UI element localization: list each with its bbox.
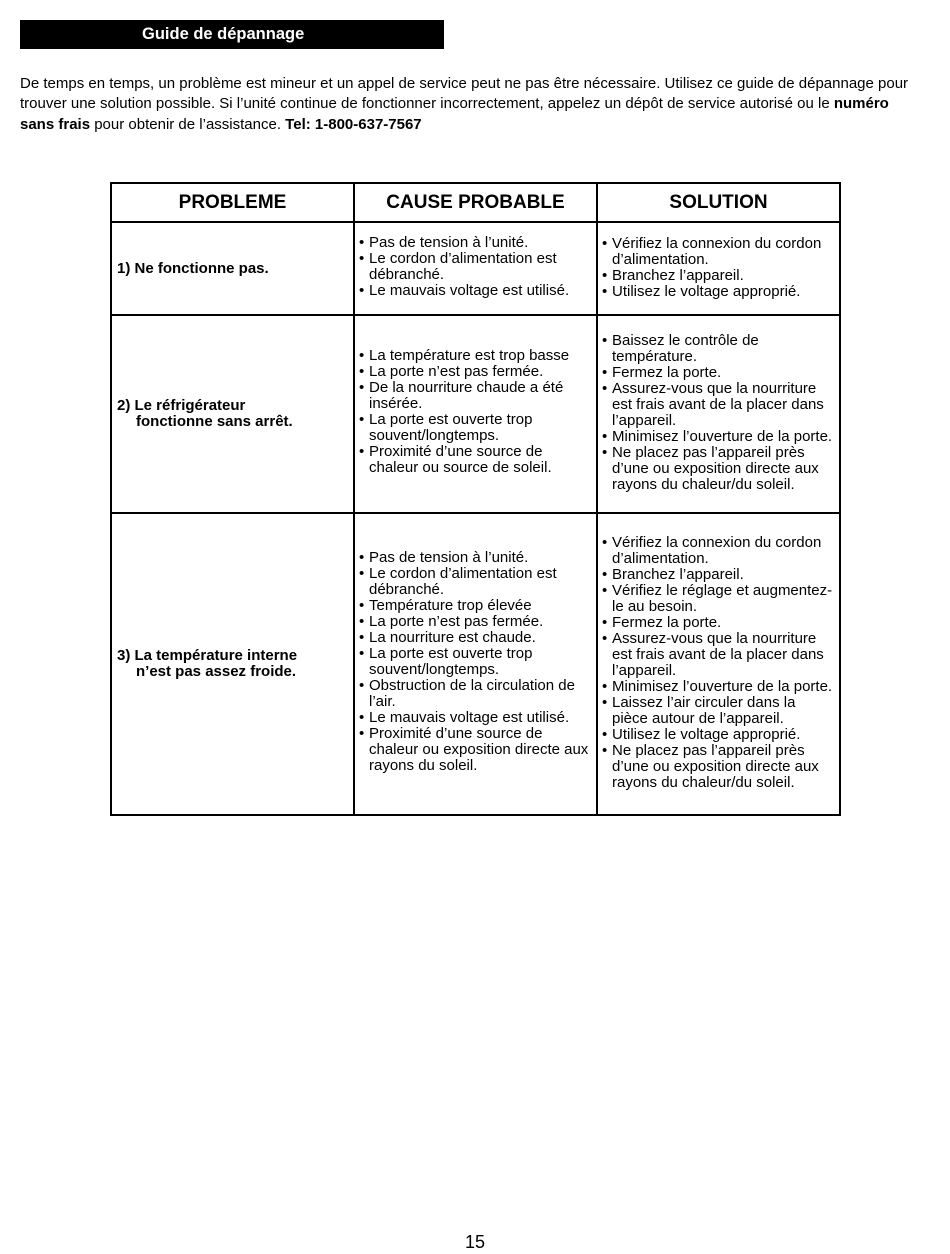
solution-item: • Vérifiez le réglage et augmentez-le au besoin. [602,583,835,615]
solution-item: • Fermez la porte. [602,365,835,381]
cause-item: • Pas de tension à l’unité. [359,550,592,566]
cause-item: • Le mauvais voltage est utilisé. [359,710,592,726]
table-row [111,315,840,513]
cause-cell [354,513,597,815]
problem-cell [111,513,354,815]
cause-item: • De la nourriture chaude a été insérée. [359,380,592,412]
cause-item: • Le cordon d’alimentation est débranché. [359,251,592,283]
troubleshooting-table [110,182,841,816]
solution-cell-list [598,234,839,304]
cause-cell-list [355,231,596,307]
solution-item: • Laissez l’air circuler dans la pièce autour de l’appareil. [602,695,835,727]
intro-text-continued: pour obtenir de l’assistance. [90,115,286,133]
cause-item: • Le mauvais voltage est utilisé. [359,283,592,299]
solution-cell [597,513,840,815]
solution-item: • Assurez-vous que la nourriture est frais avant de la placer dans l’appareil. [602,631,835,679]
phone-number: Tel: 1-800-637-7567 [285,115,422,133]
problem-text: 2) Le réfrigérateur [117,397,246,414]
cause-item: • Température trop élevée [359,598,592,614]
column-header-solution: SOLUTION [597,183,840,222]
solution-cell [597,315,840,513]
column-header-problem: PROBLEME [111,183,354,222]
cause-cell [354,315,597,513]
solution-cell [597,222,840,315]
section-title-bar [20,20,444,49]
solution-item: • Branchez l’appareil. [602,268,835,284]
solution-cell-list [598,533,839,795]
solution-item: • Vérifiez la connexion du cordon d’alimentation. [602,535,835,567]
cause-item: • Obstruction de la circulation de l’air. [359,678,592,710]
cause-item: • Pas de tension à l’unité. [359,235,592,251]
cause-item: • La porte n’est pas fermée. [359,364,592,380]
solution-item: • Utilisez le voltage approprié. [602,284,835,300]
cause-item: • Proximité d’une source de chaleur ou exposition directe aux rayons du soleil. [359,726,592,774]
problem-cell [111,315,354,513]
section-title: Guide de dépannage [142,25,305,43]
cause-cell [354,222,597,315]
cause-item: • La porte est ouverte trop souvent/longtemps. [359,412,592,444]
column-header-cause: CAUSE PROBABLE [354,183,597,222]
cause-item: • Le cordon d’alimentation est débranché. [359,566,592,598]
cause-item: • La porte est ouverte trop souvent/longtemps. [359,646,592,678]
table-row [111,222,840,315]
solution-item: • Minimisez l’ouverture de la porte. [602,429,835,445]
solution-item: • Minimisez l’ouverture de la porte. [602,679,835,695]
cause-cell-list [355,344,596,484]
solution-item: • Fermez la porte. [602,615,835,631]
solution-item: • Ne placez pas l’appareil près d’une ou exposition directe aux rayons du chaleur/du soleil. [602,743,835,791]
cause-item: • Proximité d’une source de chaleur ou source de soleil. [359,444,592,476]
table-row [111,513,840,815]
table-header-row [111,183,840,222]
toll-free-label: numéro sans frais [20,95,889,133]
intro-text: De temps en temps, un problème est mineur et un appel de service peut ne pas être nécessaire. Utilisez ce guide de dépannage pour trouver une solution possible. Si l’unité continue de fonctionner incorrectement, appelez un dépôt de service autorisé ou le [20,75,909,113]
solution-item: • Assurez-vous que la nourriture est frais avant de la placer dans l’appareil. [602,381,835,429]
cause-item: • La température est trop basse [359,348,592,364]
solution-cell-list [598,331,839,497]
page-number: 15 [464,1232,486,1252]
problem-text: fonctionne sans arrêt. [136,413,293,430]
cause-item: • La porte n’est pas fermée. [359,614,592,630]
problem-text: 1) Ne fonctionne pas. [117,259,269,277]
solution-item: • Vérifiez la connexion du cordon d’alimentation. [602,236,835,268]
problem-text: 3) La température interne [117,647,298,664]
solution-item: • Utilisez le voltage approprié. [602,727,835,743]
solution-item: • Branchez l’appareil. [602,567,835,583]
problem-text: n’est pas assez froide. [136,663,297,680]
solution-item: • Baissez le contrôle de température. [602,333,835,365]
problem-cell [111,222,354,315]
intro-paragraph [20,74,912,135]
troubleshooting-table-container [110,182,841,816]
cause-cell-list [355,546,596,782]
cause-item: • La nourriture est chaude. [359,630,592,646]
solution-item: • Ne placez pas l’appareil près d’une ou exposition directe aux rayons du chaleur/du soleil. [602,445,835,493]
